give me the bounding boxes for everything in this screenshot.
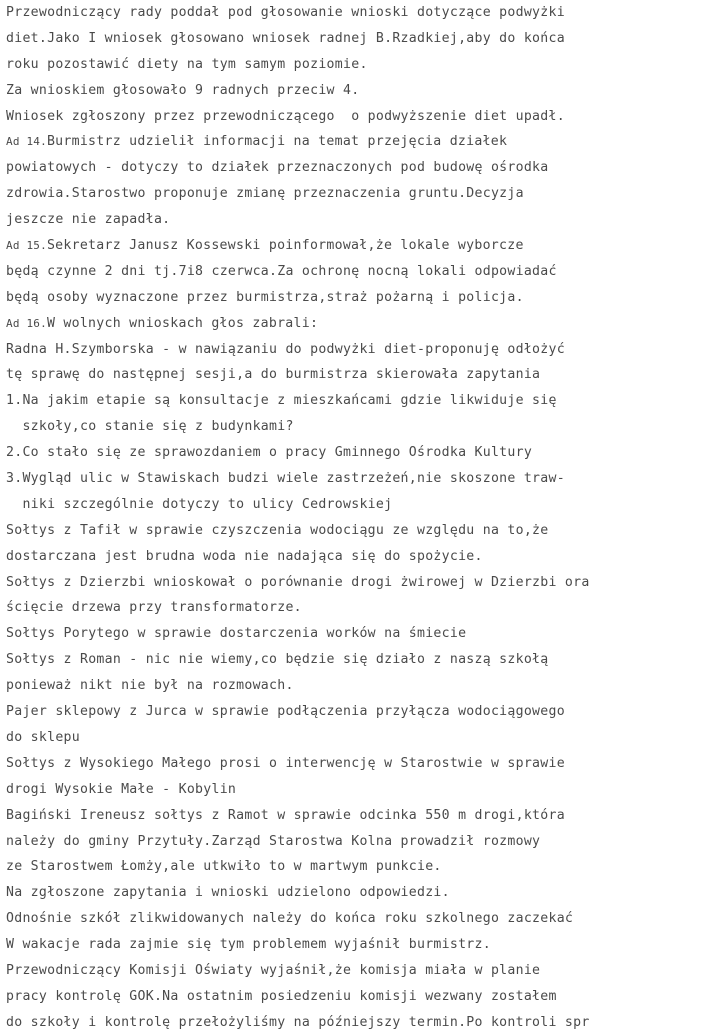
agenda-item-label: Ad 15.: [6, 239, 47, 253]
line-text: niki szczególnie dotyczy to ulicy Cedrowskiej: [6, 496, 393, 512]
line-text: Sołtys z Roman - nic nie wiemy,co będzie się działo z naszą szkołą: [6, 652, 549, 668]
text-line: [6, 544, 590, 570]
text-line: [6, 829, 590, 855]
line-text: dostarczana jest brudna woda nie nadająca się do spożycie.: [6, 548, 483, 564]
text-line: [6, 362, 590, 388]
text-line: [6, 621, 590, 647]
line-text: zdrowia.Starostwo proponuje zmianę przeznaczenia gruntu.Decyzja: [6, 186, 524, 202]
text-line: [6, 1010, 590, 1036]
line-text: Sołtys z Wysokiego Małego prosi o interwencję w Starostwie w sprawie: [6, 755, 565, 771]
line-text: Sołtys z Tafił w sprawie czyszczenia wodociągu ze względu na to,że: [6, 522, 549, 538]
text-line: [6, 129, 590, 155]
line-text: Radna H.Szymborska - w nawiązaniu do podwyżki diet-proponuję odłożyć: [6, 341, 565, 357]
line-text: Sekretarz Janusz Kossewski poinformował,że lokale wyborcze: [46, 238, 524, 254]
text-line: [6, 285, 590, 311]
line-text: W wolnych wnioskach głos zabrali:: [46, 315, 319, 331]
line-text: Przewodniczący Komisji Oświaty wyjaśnił,że komisja miała w planie: [6, 962, 541, 978]
line-text: drogi Wysokie Małe - Kobylin: [6, 781, 237, 797]
line-text: ze Starostwem Łomży,ale utkwiło to w martwym punkcie.: [6, 859, 442, 875]
text-line: [6, 906, 590, 932]
text-line: [6, 570, 590, 596]
agenda-item-label: Ad 14.: [6, 135, 47, 149]
line-text: 2.Co stało się ze sprawozdaniem o pracy Gminnego Ośrodka Kultury: [6, 445, 533, 461]
line-text: Burmistrz udzielił informacji na temat przejęcia działek: [46, 134, 508, 150]
text-line: [6, 647, 590, 673]
text-line: [6, 984, 590, 1010]
line-text: będą osoby wyznaczone przez burmistrza,straż pożarną i policja.: [6, 289, 524, 305]
text-line: [6, 932, 590, 958]
text-line: [6, 958, 590, 984]
text-line: [6, 595, 590, 621]
line-text: jeszcze nie zapadła.: [6, 212, 171, 228]
line-text: ścięcie drzewa przy transformatorze.: [6, 600, 302, 616]
line-text: Sołtys z Dzierzbi wnioskował o porównanie drogi żwirowej w Dzierzbi ora: [6, 574, 590, 590]
line-text: ponieważ nikt nie był na rozmowach.: [6, 678, 294, 694]
text-line: [6, 52, 590, 78]
text-line: [6, 880, 590, 906]
line-text: pracy kontrolę GOK.Na ostatnim posiedzeniu komisji wezwany zostałem: [6, 988, 557, 1004]
text-line: [6, 492, 590, 518]
line-text: Bagiński Ireneusz sołtys z Ramot w sprawie odcinka 550 m drogi,która: [6, 807, 565, 823]
line-text: Na zgłoszone zapytania i wnioski udzielono odpowiedzi.: [6, 885, 450, 901]
text-line: [6, 388, 590, 414]
line-text: Przewodniczący rady poddał pod głosowanie wnioski dotyczące podwyżki: [6, 5, 565, 20]
line-text: W wakacje rada zajmie się tym problemem wyjaśnił burmistrz.: [6, 937, 491, 953]
text-line: [6, 414, 590, 440]
text-line: [6, 104, 590, 130]
text-line: [6, 0, 590, 26]
text-line: [6, 854, 590, 880]
text-line: [6, 777, 590, 803]
text-line: [6, 751, 590, 777]
line-text: roku pozostawić diety na tym samym poziomie.: [6, 56, 368, 72]
line-text: do sklepu: [6, 729, 80, 745]
line-text: Sołtys Porytego w sprawie dostarczenia worków na śmiecie: [6, 626, 467, 642]
text-line: [6, 673, 590, 699]
text-line: [6, 259, 590, 285]
agenda-item-label: Ad 16.: [6, 316, 47, 330]
text-line: [6, 699, 590, 725]
line-text: diet.Jako I wniosek głosowano wniosek radnej B.Rzadkiej,aby do końca: [6, 30, 565, 46]
line-text: Pajer sklepowy z Jurca w sprawie podłączenia przyłącza wodociągowego: [6, 704, 565, 720]
line-text: Odnośnie szkół zlikwidowanych należy do końca roku szkolnego zaczekać: [6, 911, 574, 927]
line-text: Wniosek zgłoszony przez przewodniczącego o podwyższenie diet upadł.: [6, 108, 565, 124]
text-line: [6, 337, 590, 363]
text-line: [6, 440, 590, 466]
text-line: [6, 233, 590, 259]
typed-text-body: [6, 0, 590, 1036]
line-text: Za wnioskiem głosowało 9 radnych przeciw 4.: [6, 82, 360, 98]
line-text: będą czynne 2 dni tj.7i8 czerwca.Za ochronę nocną lokali odpowiadać: [6, 263, 557, 279]
line-text: 1.Na jakim etapie są konsultacje z mieszkańcami gdzie likwiduje się: [6, 393, 557, 409]
line-text: szkoły,co stanie się z budynkami?: [6, 419, 294, 435]
text-line: [6, 26, 590, 52]
line-text: 3.Wygląd ulic w Stawiskach budzi wiele zastrzeżeń,nie skoszone traw-: [6, 471, 565, 487]
line-text: powiatowych - dotyczy to działek przeznaczonych pod budowę ośrodka: [6, 160, 549, 176]
line-text: do szkoły i kontrolę przełożyliśmy na późniejszy termin.Po kontroli spr: [6, 1014, 590, 1030]
line-text: tę sprawę do następnej sesji,a do burmistrza skierowała zapytania: [6, 367, 541, 383]
text-line: [6, 155, 590, 181]
text-line: [6, 518, 590, 544]
text-line: [6, 311, 590, 337]
line-text: należy do gminy Przytuły.Zarząd Starostwa Kolna prowadził rozmowy: [6, 833, 541, 849]
text-line: [6, 803, 590, 829]
text-line: [6, 466, 590, 492]
text-line: [6, 207, 590, 233]
text-line: [6, 78, 590, 104]
text-line: [6, 725, 590, 751]
text-line: [6, 181, 590, 207]
